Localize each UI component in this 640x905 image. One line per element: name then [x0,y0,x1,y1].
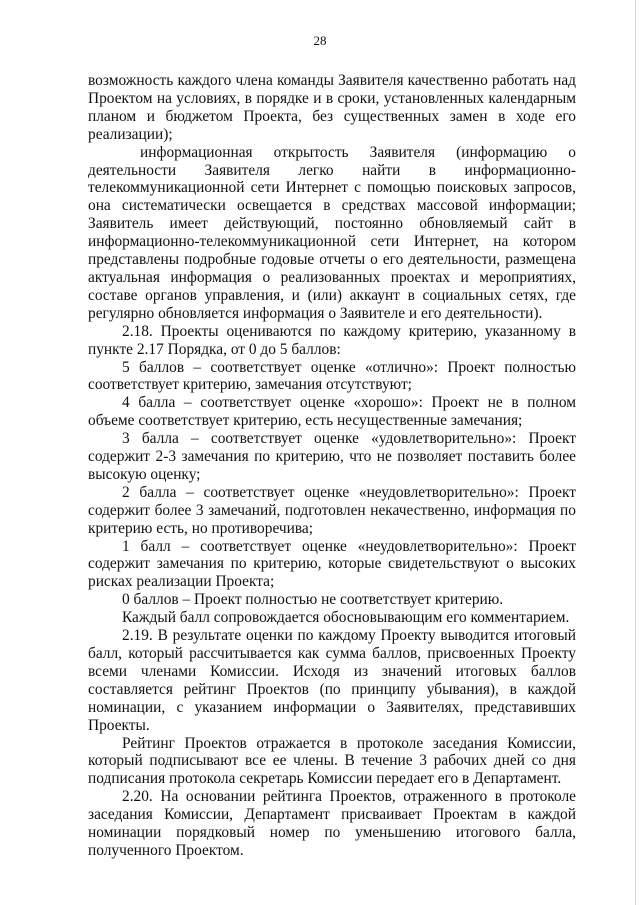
page-edge-line [635,0,636,905]
paragraph-team-capability: возможность каждого члена команды Заявителя качественно работать над Проектом на условиях, в порядке и в сроки, установленных календарным планом и бюджетом Проекта, без существенных замен в ходе его реализации); [88,72,576,143]
paragraph-score-3: 3 балла – соответствует оценке «удовлетворительно»: Проект содержит 2-3 замечания по критерию, что не позволяет поставить более высокую оценку; [88,430,576,483]
paragraph-score-2: 2 балла – соответствует оценке «неудовлетворительно»: Проект содержит более 3 замечаний, подготовлен некачественно, информация по критерию есть, но противоречива; [88,483,576,537]
paragraph-2-20-ranking: 2.20. На основании рейтинга Проектов, отраженного в протоколе заседания Комиссии, Департамент присваивает Проектам в каждой номинации порядковый номер по уменьшению итогового балла, полученного Проектом. [88,788,576,859]
paragraph-score-5: 5 баллов – соответствует оценке «отлично»: Проект полностью соответствует критерию, замечания отсутствуют; [88,358,576,394]
paragraph-information-openness: информационная открытость Заявителя (информацию о деятельности Заявителя легко найти в информационно-телекоммуникационной сети Интернет с помощью поисковых запросов, она систематически освещается в средствах массовой информации; Заявитель имеет действующий, постоянно обновляемый сайт в информационно-телекоммуникационной сети Интернет, на котором представлены подробные годовые отчеты о его деятельности, размещена актуальная информация о реализованных проектах и мероприятиях, составе органов управления, и (или) аккаунт в социальных сетях, где регулярно обновляется информация о Заявителе и его деятельности). [88,143,576,322]
paragraph-score-1: 1 балл – соответствует оценке «неудовлетворительно»: Проект содержит замечания по критерию, которые свидетельствуют о высоких рисках реализации Проекта; [88,537,576,591]
paragraph-rating-protocol: Рейтинг Проектов отражается в протоколе заседания Комиссии, который подписывают все ее члены. В течение 3 рабочих дней со дня подписания протокола секретарь Комиссии передает его в Департамент. [88,734,576,788]
paragraph-score-comment: Каждый балл сопровождается обосновывающим его комментарием. [122,609,570,627]
document-body [88,72,576,860]
paragraph-score-4: 4 балла – соответствует оценке «хорошо»: Проект не в полном объеме соответствует критерию, есть несущественные замечания; [88,394,576,430]
page-number: 28 [313,33,327,48]
paragraph-score-0: 0 баллов – Проект полностью не соответствует критерию. [122,591,504,609]
paragraph-2-18-scoring: 2.18. Проекты оцениваются по каждому критерию, указанному в пункте 2.17 Порядка, от 0 до 5 баллов: [88,322,576,358]
paragraph-2-19-total-score: 2.19. В результате оценки по каждому Проекту выводится итоговый балл, который рассчитывается как сумма баллов, присвоенных Проекту всеми членами Комиссии. Исходя из значений итоговых баллов составляется рейтинг Проектов (по принципу убывания), в каждой номинации, с указанием информации о Заявителях, представивших Проекты. [88,627,576,734]
